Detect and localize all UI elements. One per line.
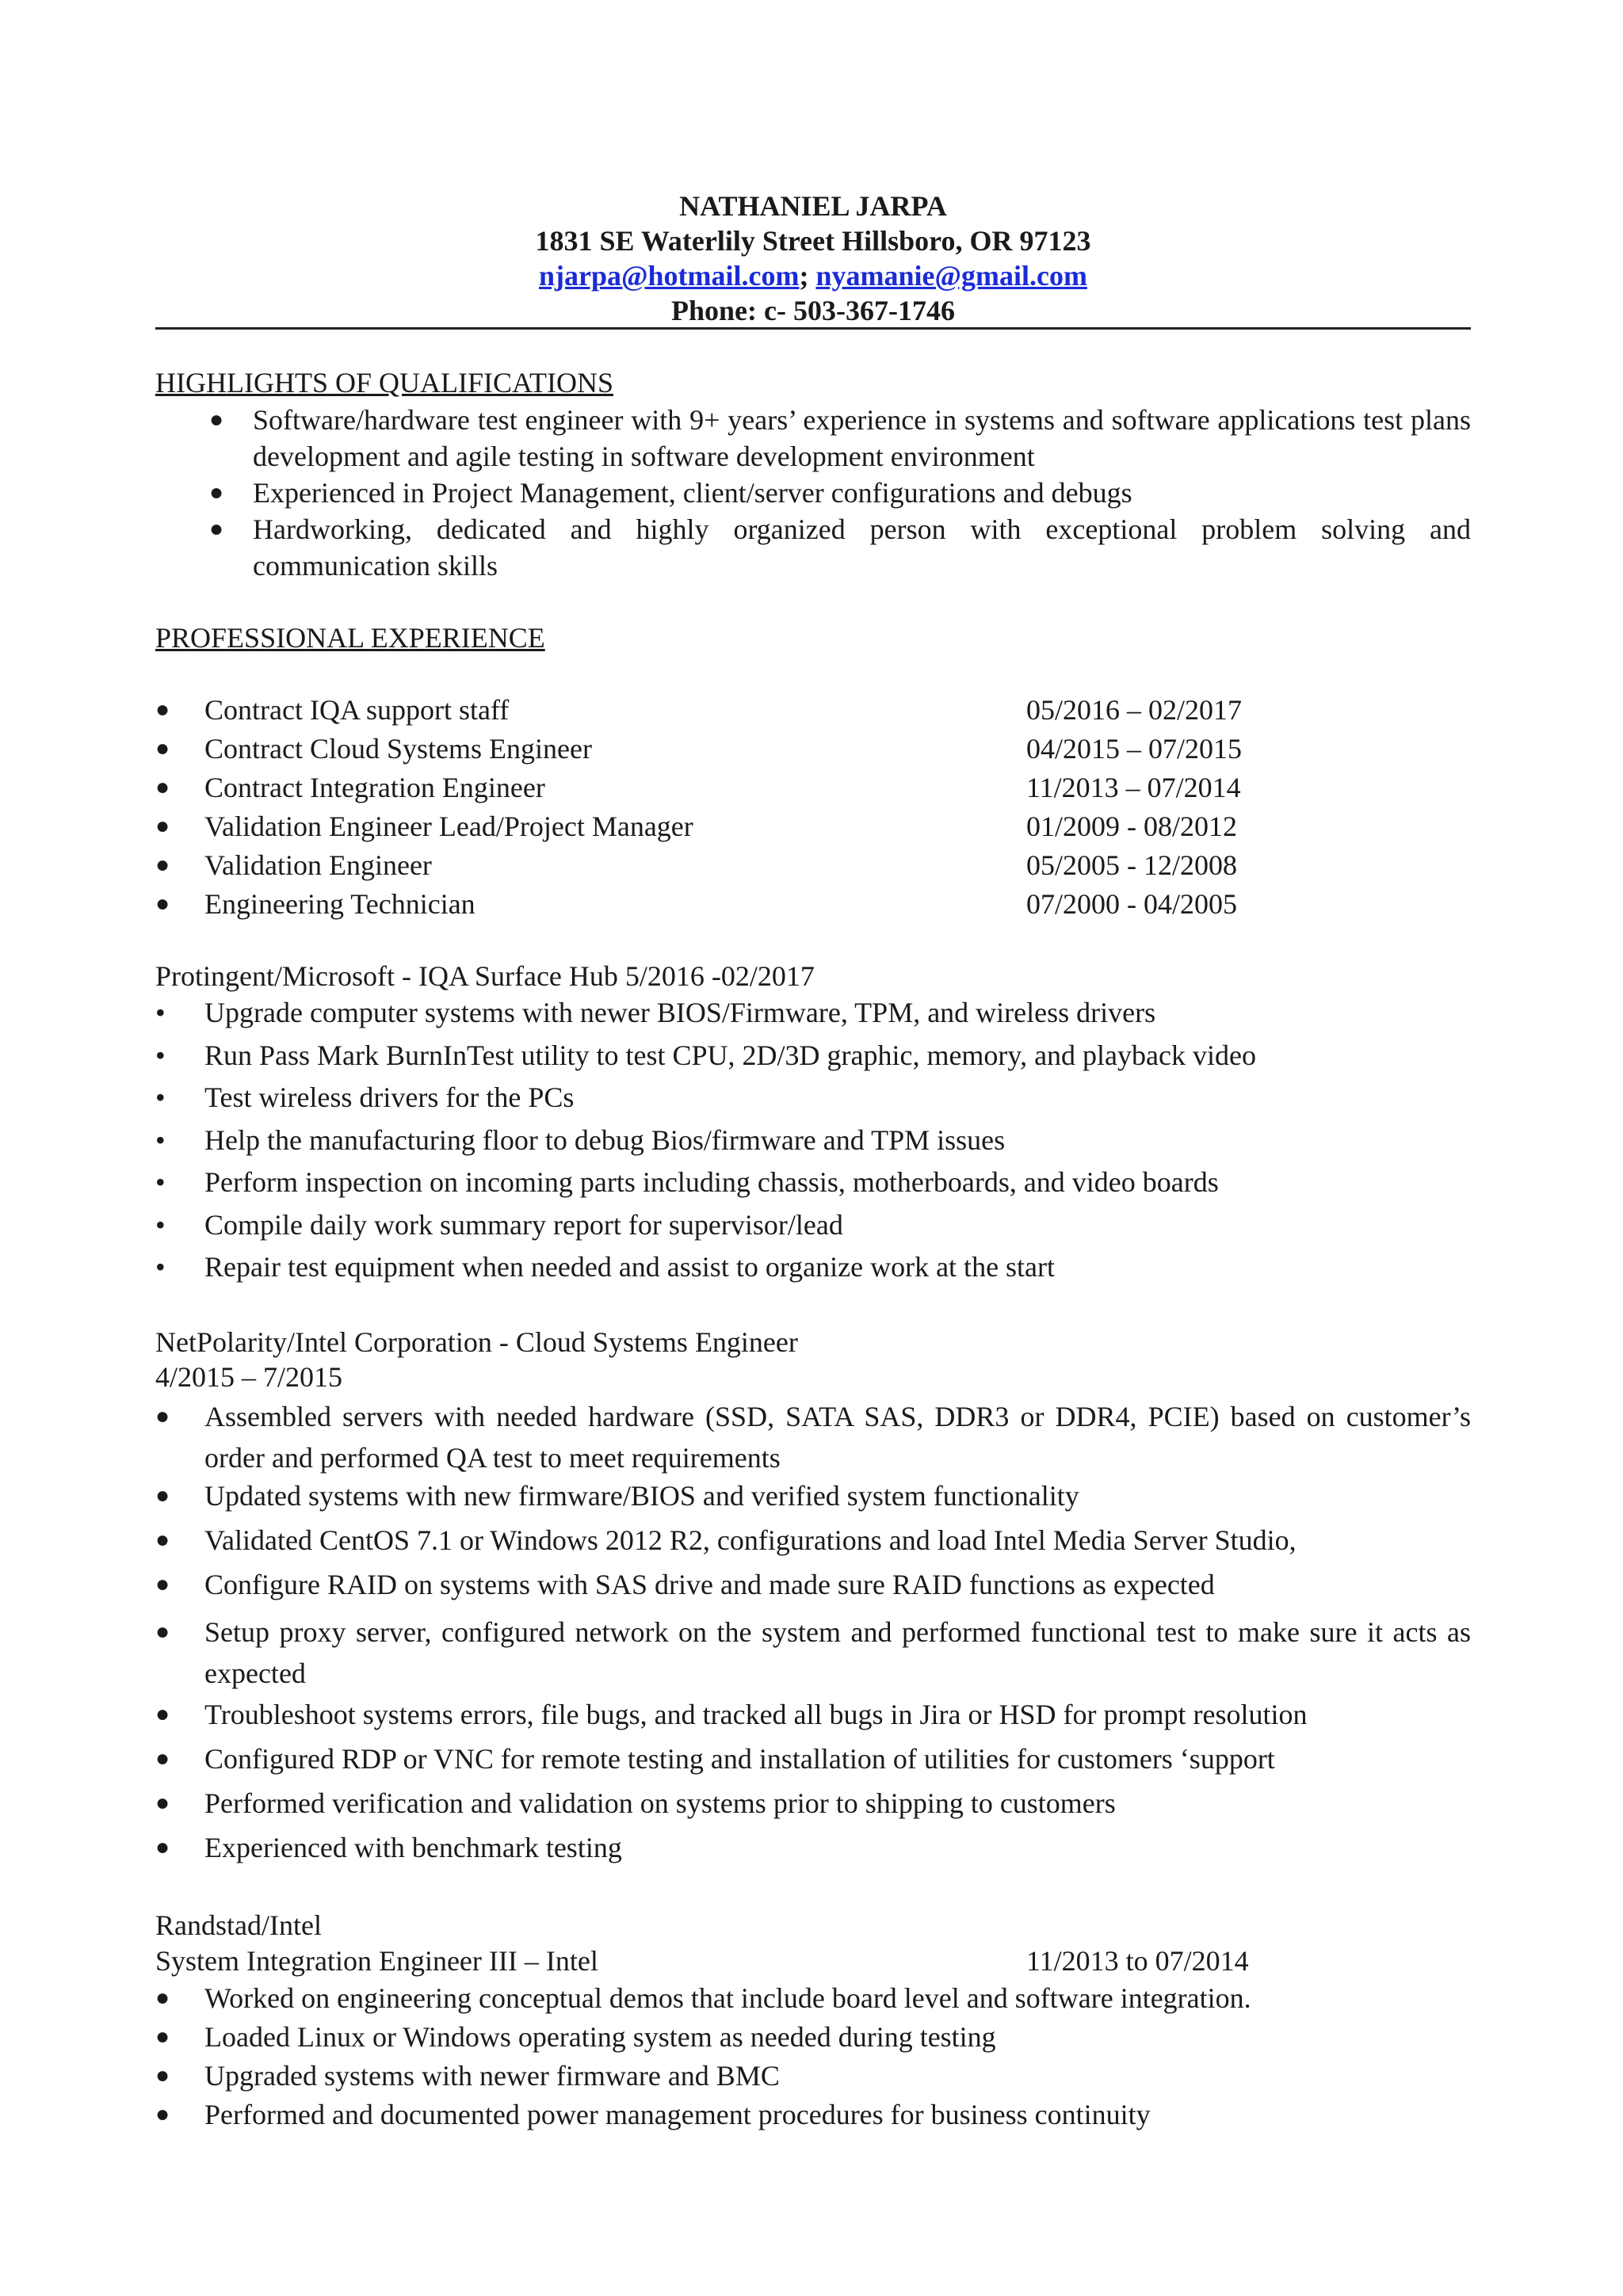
experience-title: PROFESSIONAL EXPERIENCE xyxy=(155,622,545,654)
bullet-icon: ● xyxy=(155,1403,170,1429)
phone: Phone: c- 503-367-1746 xyxy=(671,295,955,326)
bullet-icon: ● xyxy=(155,696,170,723)
job-title-randstad: System Integration Engineer III – Intel xyxy=(155,1945,598,1977)
resume-page: NATHANIEL JARPA 1831 SE Waterlily Street Hillsboro, OR 97123 njarpa@hotmail.com; nyamanie@gmail.com Phone: c- 503-367-1746 HIGHLIGHTS OF QUALIFICATIONS ● Software/hardware test engineer with 9+ years’ experience in systems and software applications test plans development and agile testing in software development environment ● Experienced in Project Management, client/server configurations and debugs ● Hardworking, dedicated and highly organized person with exceptional problem solving and communication skills PROFESSIONAL EXPERIENCE ● Contract IQA support staff 05/2016 – 02/2017 ● Contract Cloud Systems Engineer 04/2015 – 07/2015 ● Contract Integration Engineer 11/2013 – 07/2014 ● Validation Engineer Lead/Project Manager 01/2009 - 08/2012 ● Validation Engineer 05/2005 - 12/2008 ● Engineering Technician 07/2000 - 04/2005 Protingent/Microsoft - IQA Surface Hub 5/2016 -02/2017 • Upgrade computer systems with newer BIOS/Firmware, TPM, and wireless drivers • Run Pass Mark BurnInTest utility to test CPU, 2D/3D graphic, memory, and playback video • Test wireless drivers for the PCs • Help the manufacturing floor to debug Bios/firmware and TPM issues • Perform inspection on incoming parts including chassis, motherboards, and video boards • Compile daily work summary report for supervisor/lead • Repair test equipment when needed and assist to organize work at the start NetPolarity/Intel Corporation - Cloud Systems Engineer 4/2015 – 7/2015 ● Assembled servers with needed hardware (SSD, SATA SAS, DDR3 or DDR4, PCIE) based on customer’s order and performed QA test to meet requirements ● Updated systems with new firmware/BIOS and verified system functionality ● Validated CentOS 7.1 or Windows 2012 R2, configurations and load Intel Media Server Studio, ● Configure RAID on systems with SAS drive and made sure RAID functions as expected ● Setup proxy server, configured network on the system and performed functional test to make sure it acts as expected ● Troubleshoot systems errors, file bugs, and tracked all bugs in Jira or HSD for prompt resolution ● Configured RDP or VNC for remote testing and installation of utilities for customers ‘support ● Performed verification and validation on systems prior to shipping to customers ● Experienced with benchmark testing Randstad/Intel System Integration Engineer III – Intel 11/2013 to 07/2014 ● Worked on engineering conceptual demos that include board level and software integration. ● Loaded Linux or Windows operating system as needed during testing ● Upgraded systems with newer firmware and BMC ● Performed and documented power management procedures for business continuity xyxy=(155,190,1471,2130)
bullet-icon: ● xyxy=(209,406,224,433)
address: 1831 SE Waterlily Street Hillsboro, OR 97123 xyxy=(535,225,1091,257)
email-line xyxy=(155,258,1471,293)
list-item: ● Experienced in Project Management, client/server configurations and debugs xyxy=(155,475,1471,511)
bullet-icon: ● xyxy=(155,2101,170,2127)
bullet-icon: ● xyxy=(155,1482,170,1508)
bullet-icon: ● xyxy=(155,1619,170,1645)
role-row: ● Contract Cloud Systems Engineer 04/2015 – 07/2015 xyxy=(155,733,1243,765)
role-row: ● Validation Engineer Lead/Project Manager 01/2009 - 08/2012 xyxy=(155,810,1237,842)
job-company-randstad: Randstad/Intel xyxy=(155,1909,322,1941)
bullet-icon: ● xyxy=(209,516,224,542)
bullet-icon: ● xyxy=(155,1701,170,1727)
bullet-icon: ● xyxy=(155,813,170,839)
bullet-icon: ● xyxy=(155,1834,170,1860)
bullet-icon: ● xyxy=(155,2062,170,2088)
bullet-icon: • xyxy=(155,1039,166,1071)
bullet-icon: • xyxy=(155,1251,166,1283)
bullet-icon: • xyxy=(155,997,166,1028)
bullet-icon: ● xyxy=(155,1790,170,1816)
job-heading-netpolarity: NetPolarity/Intel Corporation - Cloud Systems Engineer xyxy=(155,1326,798,1358)
bullet-icon: • xyxy=(155,1124,166,1156)
bullet-icon: ● xyxy=(155,774,170,800)
contact-header xyxy=(155,189,1471,328)
job-heading-protingent: Protingent/Microsoft - IQA Surface Hub 5/2016 -02/2017 xyxy=(155,960,815,992)
email-link-hotmail[interactable]: njarpa@hotmail.com xyxy=(539,260,800,292)
bullet-icon: ● xyxy=(155,1985,170,2011)
email-separator: ; xyxy=(799,260,816,292)
bullet-icon: • xyxy=(155,1209,166,1241)
candidate-name: NATHANIEL JARPA xyxy=(679,190,947,222)
role-row: ● Engineering Technician 07/2000 - 04/2005 xyxy=(155,888,1237,920)
role-row: ● Validation Engineer 05/2005 - 12/2008 xyxy=(155,849,1237,881)
bullet-icon: ● xyxy=(155,1745,170,1772)
bullet-icon: ● xyxy=(209,479,224,505)
highlights-title: HIGHLIGHTS OF QUALIFICATIONS xyxy=(155,367,613,399)
list-item: ● Hardworking, dedicated and highly organized person with exceptional problem solving and communication skills xyxy=(155,511,1471,584)
job-dates-netpolarity: 4/2015 – 7/2015 xyxy=(155,1361,343,1393)
role-row: ● Contract Integration Engineer 11/2013 – 07/2014 xyxy=(155,772,1241,803)
email-link-gmail[interactable]: nyamanie@gmail.com xyxy=(815,260,1087,292)
role-row: ● Contract IQA support staff 05/2016 – 02/2017 xyxy=(155,694,1243,726)
bullet-icon: ● xyxy=(155,891,170,917)
bullet-icon: ● xyxy=(155,735,170,761)
bullet-icon: ● xyxy=(155,1527,170,1553)
bullet-icon: ● xyxy=(155,1571,170,1597)
list-item: ● Software/hardware test engineer with 9+ years’ experience in systems and software applications test plans development and agile testing in software development environment xyxy=(155,402,1471,475)
highlights-list xyxy=(155,402,1471,584)
bullet-icon: ● xyxy=(155,852,170,878)
header-divider xyxy=(155,327,1471,330)
bullet-icon: ● xyxy=(155,2023,170,2050)
job-dates-randstad: 11/2013 to 07/2014 xyxy=(1026,1945,1249,1977)
bullet-icon: • xyxy=(155,1166,166,1198)
bullet-icon: • xyxy=(155,1081,166,1113)
